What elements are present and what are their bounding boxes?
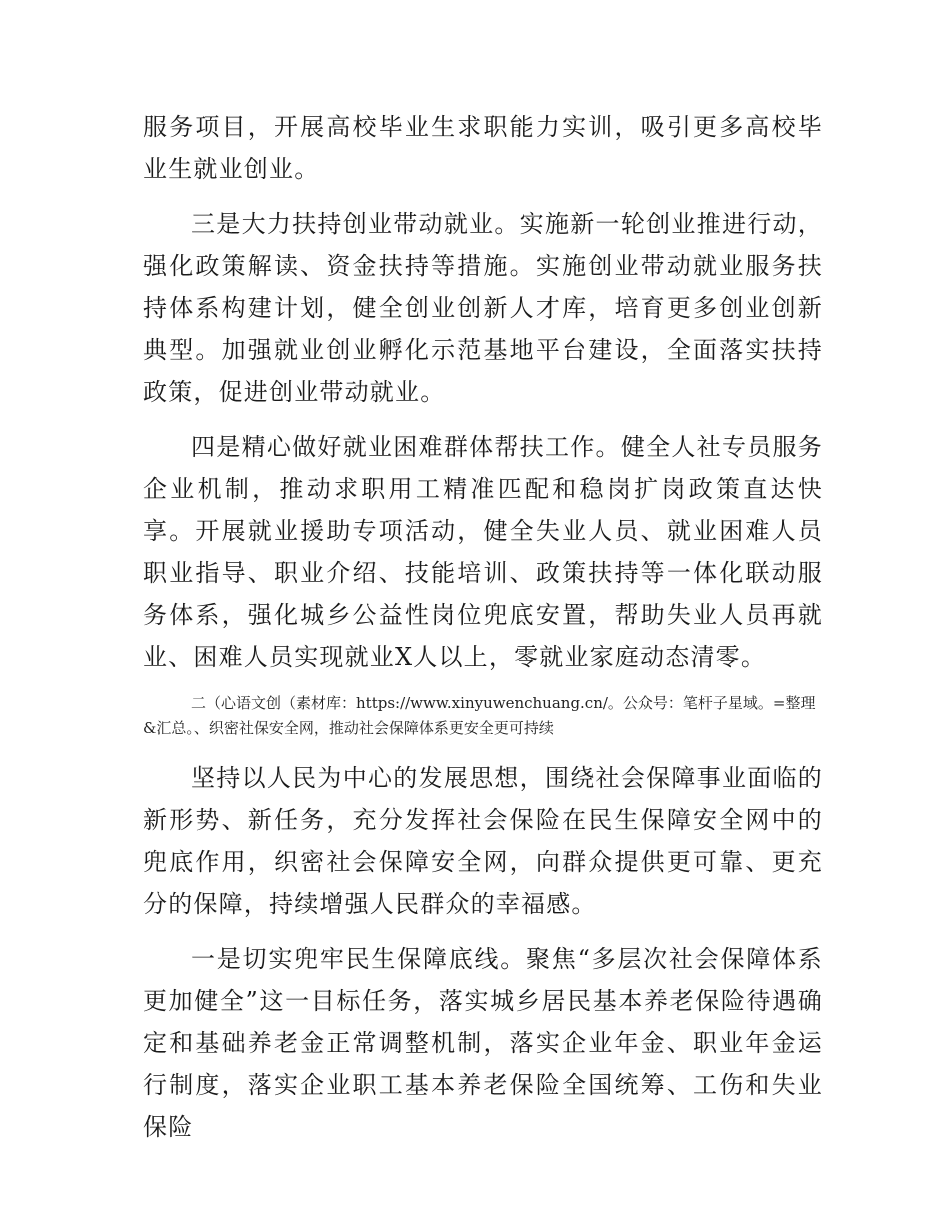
paragraph-4: 坚持以人民为中心的发展思想，围绕社会保障事业面临的新形势、新任务，充分发挥社会保险在民生保障安全网中的兜底作用，织密社会保障安全网，向群众提供更可靠、更充分的保障，持续增强人民群众的幸福感。 [143, 764, 823, 918]
paragraph-3: 四是精心做好就业困难群体帮扶工作。健全人社专员服务企业机制，推动求职用工精准匹配和稳岗扩岗政策直达快享。开展就业援助专项活动，健全失业人员、就业困难人员职业指导、职业介绍、技能培训、政策扶持等一体化联动服务体系，强化城乡公益性岗位兜底安置，帮助失业人员再就业、困难人员实现就业X人以上，零就业家庭动态清零。 [143, 433, 823, 671]
paragraph-5: 一是切实兜牢民生保障底线。聚焦“多层次社会保障体系更加健全”这一目标任务，落实城乡居民基本养老保险待遇确定和基础养老金正常调整机制，落实企业年金、职业年金运行制度，落实企业职工基本养老保险全国统筹、工伤和失业保险 [143, 945, 823, 1141]
section-heading: 二（心语文创（素材库：https://www.xinyuwenchuang.cn/。公众号：笔杆子星域。=整理&汇总。、织密社保安全网，推动社会保障体系更安全更可持续 [143, 694, 816, 737]
paragraph-2: 三是大力扶持创业带动就业。实施新一轮创业推进行动，强化政策解读、资金扶持等措施。实施创业带动就业服务扶持体系构建计划，健全创业创新人才库，培育更多创业创新典型。加强就业创业孵化示范基地平台建设，全面落实扶持政策，促进创业带动就业。 [143, 210, 823, 406]
paragraph-1: 服务项目，开展高校毕业生求职能力实训，吸引更多高校毕业生就业创业。 [143, 113, 823, 183]
document-body [143, 106, 823, 1148]
